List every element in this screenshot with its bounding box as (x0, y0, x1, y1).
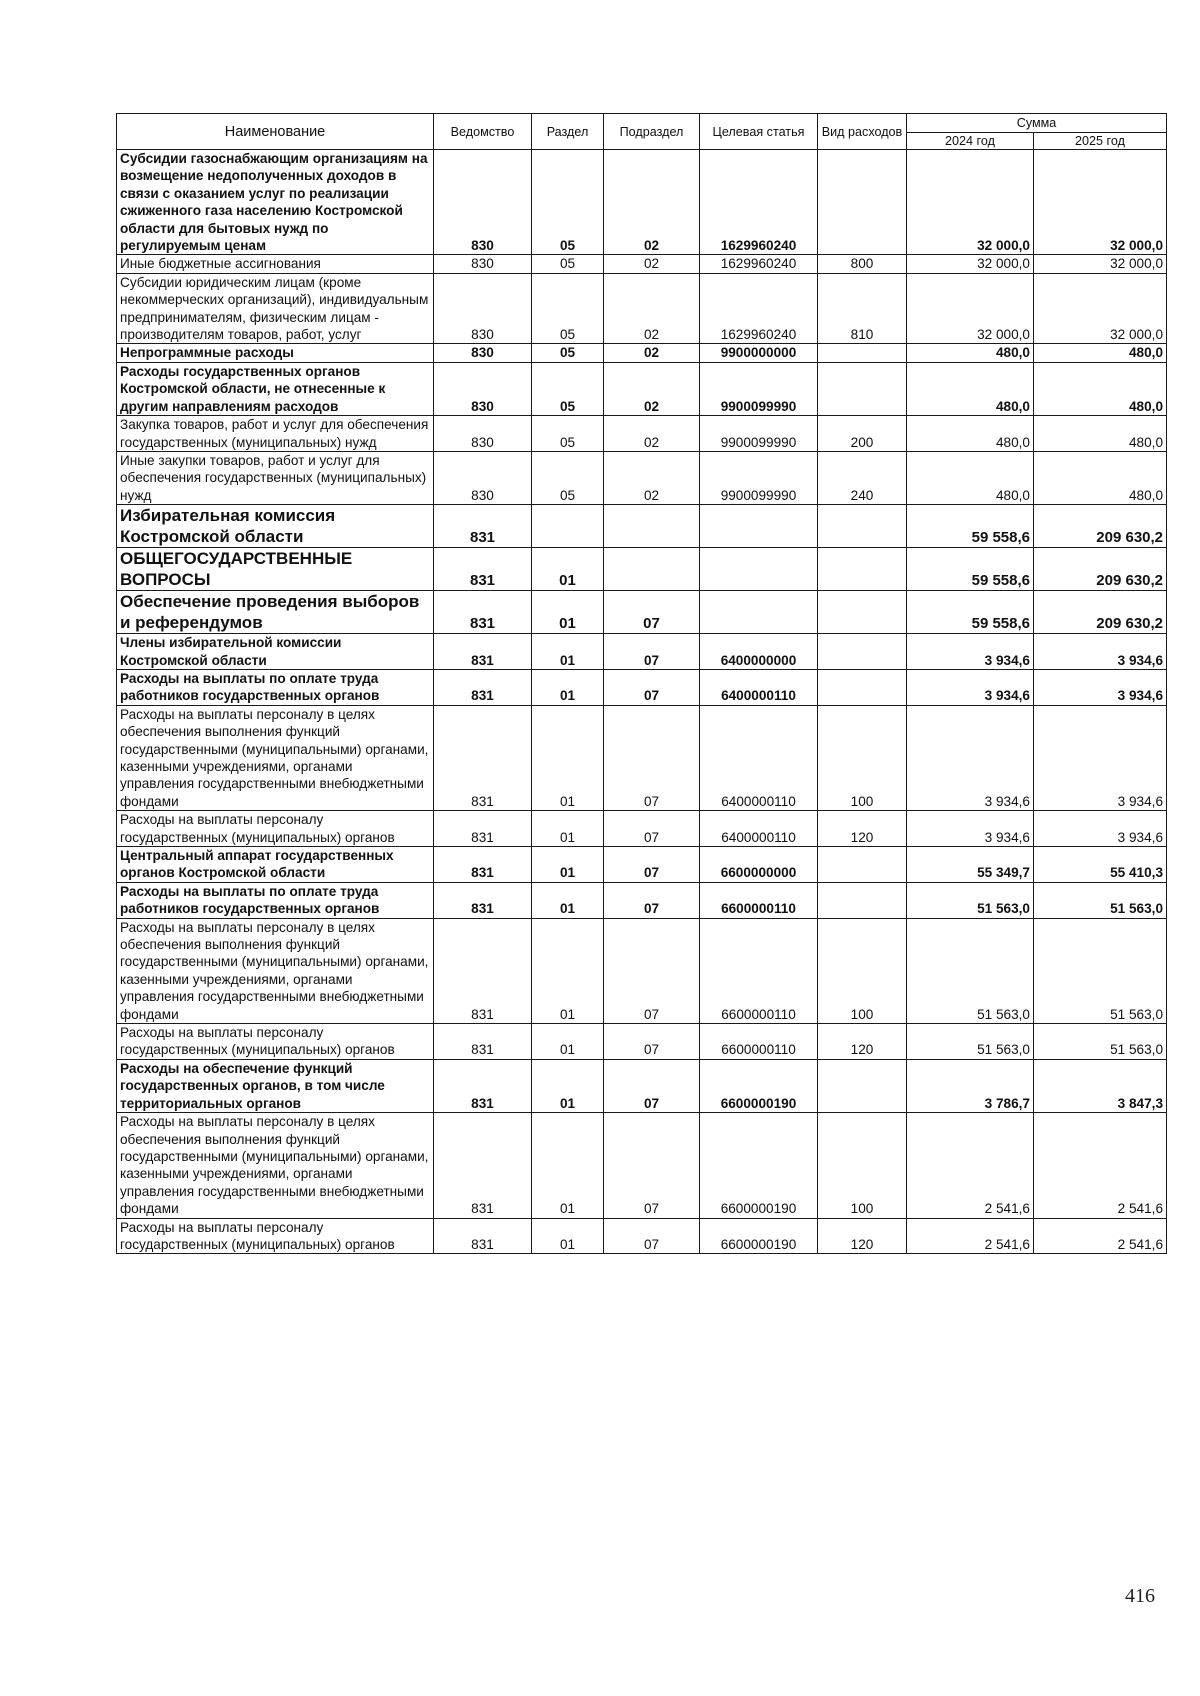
row-subsection: 07 (604, 1113, 700, 1218)
row-article (700, 505, 818, 548)
row-name: Иные бюджетные ассигнования (117, 255, 434, 273)
row-type (818, 591, 907, 634)
row-type: 120 (818, 1218, 907, 1254)
row-section: 01 (532, 705, 604, 810)
row-dept: 831 (434, 548, 532, 591)
row-name: Субсидии газоснабжающим организациям на возмещение недополученных доходов в связи с оказанием услуг по реализации сжиженного газа населению Костромской области для бытовых нужд по регулируемым ценам (117, 150, 434, 255)
table-row (117, 705, 1167, 810)
row-subsection: 07 (604, 1024, 700, 1060)
row-article: 6400000110 (700, 705, 818, 810)
row-amount-2024: 59 558,6 (907, 505, 1034, 548)
table-row (117, 847, 1167, 883)
row-section: 05 (532, 255, 604, 273)
row-amount-2024: 480,0 (907, 362, 1034, 415)
row-dept: 831 (434, 634, 532, 670)
table-body (117, 150, 1167, 1254)
row-subsection: 07 (604, 882, 700, 918)
row-amount-2024: 2 541,6 (907, 1113, 1034, 1218)
row-type (818, 150, 907, 255)
row-amount-2024: 51 563,0 (907, 882, 1034, 918)
header-year-2024: 2024 год (907, 133, 1034, 150)
row-type: 100 (818, 705, 907, 810)
row-section: 01 (532, 634, 604, 670)
row-section: 01 (532, 1113, 604, 1218)
row-article: 9900099990 (700, 416, 818, 452)
row-dept: 831 (434, 1059, 532, 1112)
row-subsection (604, 505, 700, 548)
row-name: Расходы на обеспечение функций государственных органов, в том числе территориальных органов (117, 1059, 434, 1112)
table-row (117, 416, 1167, 452)
row-dept: 831 (434, 1024, 532, 1060)
row-section: 05 (532, 362, 604, 415)
row-name: Расходы на выплаты персоналу в целях обеспечения выполнения функций государственными (муниципальными) органами, казенными учреждениями, органами управления государственными внебюджетными фондами (117, 1113, 434, 1218)
row-dept: 831 (434, 847, 532, 883)
row-type: 100 (818, 1113, 907, 1218)
table-row (117, 362, 1167, 415)
row-article: 6600000000 (700, 847, 818, 883)
row-amount-2024: 480,0 (907, 451, 1034, 504)
row-subsection (604, 548, 700, 591)
row-section: 01 (532, 882, 604, 918)
row-type (818, 634, 907, 670)
row-type: 120 (818, 1024, 907, 1060)
row-article: 9900000000 (700, 344, 818, 362)
row-subsection: 02 (604, 416, 700, 452)
row-article: 6600000190 (700, 1218, 818, 1254)
row-section: 01 (532, 1059, 604, 1112)
row-name: Иные закупки товаров, работ и услуг для обеспечения государственных (муниципальных) нужд (117, 451, 434, 504)
row-section: 05 (532, 344, 604, 362)
row-article: 6600000190 (700, 1113, 818, 1218)
table-row (117, 505, 1167, 548)
row-dept: 831 (434, 811, 532, 847)
header-year-2025: 2025 год (1034, 133, 1167, 150)
row-amount-2025: 55 410,3 (1034, 847, 1167, 883)
row-dept: 830 (434, 150, 532, 255)
row-name: Расходы на выплаты по оплате труда работников государственных органов (117, 882, 434, 918)
row-type (818, 669, 907, 705)
row-type (818, 362, 907, 415)
row-subsection: 07 (604, 705, 700, 810)
header-section: Раздел (532, 114, 604, 150)
row-name: Избирательная комиссия Костромской области (117, 505, 434, 548)
row-section: 01 (532, 1024, 604, 1060)
table-row (117, 344, 1167, 362)
table-row (117, 273, 1167, 344)
row-amount-2024: 55 349,7 (907, 847, 1034, 883)
row-name: Расходы на выплаты по оплате труда работников государственных органов (117, 669, 434, 705)
row-type: 100 (818, 918, 907, 1023)
header-article: Целевая статья (700, 114, 818, 150)
row-amount-2025: 2 541,6 (1034, 1218, 1167, 1254)
row-subsection: 07 (604, 847, 700, 883)
row-type (818, 1059, 907, 1112)
row-dept: 831 (434, 505, 532, 548)
row-dept: 831 (434, 918, 532, 1023)
row-amount-2025: 2 541,6 (1034, 1113, 1167, 1218)
row-amount-2024: 3 786,7 (907, 1059, 1034, 1112)
row-subsection: 07 (604, 811, 700, 847)
row-article: 6400000000 (700, 634, 818, 670)
row-name: Члены избирательной комиссии Костромской области (117, 634, 434, 670)
row-amount-2024: 51 563,0 (907, 918, 1034, 1023)
row-amount-2024: 32 000,0 (907, 273, 1034, 344)
header-name: Наименование (117, 114, 434, 150)
row-subsection: 07 (604, 1218, 700, 1254)
row-subsection: 07 (604, 591, 700, 634)
row-subsection: 07 (604, 1059, 700, 1112)
row-subsection: 02 (604, 451, 700, 504)
row-section: 01 (532, 847, 604, 883)
row-article: 9900099990 (700, 362, 818, 415)
row-section: 05 (532, 273, 604, 344)
row-dept: 831 (434, 882, 532, 918)
row-amount-2025: 51 563,0 (1034, 1024, 1167, 1060)
row-type: 200 (818, 416, 907, 452)
table-row (117, 669, 1167, 705)
row-name: ОБЩЕГОСУДАРСТВЕННЫЕ ВОПРОСЫ (117, 548, 434, 591)
row-name: Расходы государственных органов Костромской области, не отнесенные к другим направлениям расходов (117, 362, 434, 415)
header-type: Вид расходов (818, 114, 907, 150)
row-type: 800 (818, 255, 907, 273)
row-amount-2025: 3 934,6 (1034, 811, 1167, 847)
row-article: 1629960240 (700, 255, 818, 273)
row-amount-2025: 480,0 (1034, 416, 1167, 452)
row-dept: 831 (434, 1218, 532, 1254)
row-subsection: 07 (604, 669, 700, 705)
row-section (532, 505, 604, 548)
row-subsection: 02 (604, 362, 700, 415)
row-amount-2024: 59 558,6 (907, 591, 1034, 634)
row-article: 9900099990 (700, 451, 818, 504)
row-name: Закупка товаров, работ и услуг для обеспечения государственных (муниципальных) нужд (117, 416, 434, 452)
row-type: 810 (818, 273, 907, 344)
row-name: Расходы на выплаты персоналу в целях обеспечения выполнения функций государственными (муниципальными) органами, казенными учреждениями, органами управления государственными внебюджетными фондами (117, 918, 434, 1023)
row-amount-2024: 32 000,0 (907, 150, 1034, 255)
row-dept: 830 (434, 451, 532, 504)
row-section: 01 (532, 918, 604, 1023)
row-amount-2025: 209 630,2 (1034, 505, 1167, 548)
row-section: 01 (532, 591, 604, 634)
table-header (117, 114, 1167, 150)
row-amount-2024: 480,0 (907, 344, 1034, 362)
row-type: 240 (818, 451, 907, 504)
row-amount-2025: 3 847,3 (1034, 1059, 1167, 1112)
row-amount-2025: 480,0 (1034, 362, 1167, 415)
table-row (117, 882, 1167, 918)
row-dept: 831 (434, 669, 532, 705)
row-amount-2025: 32 000,0 (1034, 255, 1167, 273)
row-dept: 830 (434, 416, 532, 452)
row-amount-2024: 32 000,0 (907, 255, 1034, 273)
row-amount-2025: 32 000,0 (1034, 150, 1167, 255)
row-amount-2024: 3 934,6 (907, 634, 1034, 670)
row-dept: 830 (434, 344, 532, 362)
row-section: 01 (532, 669, 604, 705)
header-sum: Сумма (907, 114, 1167, 133)
row-section: 01 (532, 548, 604, 591)
row-name: Центральный аппарат государственных органов Костромской области (117, 847, 434, 883)
row-type (818, 505, 907, 548)
table-row (117, 591, 1167, 634)
row-article: 1629960240 (700, 273, 818, 344)
row-amount-2025: 480,0 (1034, 344, 1167, 362)
row-type (818, 548, 907, 591)
row-name: Непрограммные расходы (117, 344, 434, 362)
row-amount-2025: 51 563,0 (1034, 882, 1167, 918)
row-name: Субсидии юридическим лицам (кроме некоммерческих организаций), индивидуальным предпринимателям, физическим лицам - производителям товаров, работ, услуг (117, 273, 434, 344)
table-row (117, 1059, 1167, 1112)
row-article: 6600000110 (700, 1024, 818, 1060)
row-type (818, 882, 907, 918)
table-row (117, 634, 1167, 670)
table-row (117, 918, 1167, 1023)
row-dept: 830 (434, 362, 532, 415)
row-amount-2025: 51 563,0 (1034, 918, 1167, 1023)
row-name: Расходы на выплаты персоналу государственных (муниципальных) органов (117, 811, 434, 847)
row-article: 6400000110 (700, 669, 818, 705)
row-article: 1629960240 (700, 150, 818, 255)
budget-table (116, 113, 1167, 1254)
row-name: Расходы на выплаты персоналу государственных (муниципальных) органов (117, 1024, 434, 1060)
row-section: 05 (532, 451, 604, 504)
table-row (117, 150, 1167, 255)
header-dept: Ведомство (434, 114, 532, 150)
row-amount-2025: 3 934,6 (1034, 705, 1167, 810)
row-type (818, 847, 907, 883)
row-name: Обеспечение проведения выборов и референдумов (117, 591, 434, 634)
row-amount-2025: 209 630,2 (1034, 548, 1167, 591)
row-article: 6600000110 (700, 882, 818, 918)
row-type: 120 (818, 811, 907, 847)
page-number: 416 (1125, 1585, 1155, 1607)
table-row (117, 255, 1167, 273)
table-row (117, 1024, 1167, 1060)
row-name: Расходы на выплаты персоналу в целях обеспечения выполнения функций государственными (муниципальными) органами, казенными учреждениями, органами управления государственными внебюджетными фондами (117, 705, 434, 810)
row-article (700, 548, 818, 591)
row-amount-2024: 51 563,0 (907, 1024, 1034, 1060)
row-section: 01 (532, 811, 604, 847)
table-row (117, 451, 1167, 504)
header-subsection: Подраздел (604, 114, 700, 150)
row-amount-2024: 480,0 (907, 416, 1034, 452)
row-amount-2025: 32 000,0 (1034, 273, 1167, 344)
row-name: Расходы на выплаты персоналу государственных (муниципальных) органов (117, 1218, 434, 1254)
row-amount-2025: 3 934,6 (1034, 669, 1167, 705)
row-dept: 831 (434, 705, 532, 810)
row-dept: 831 (434, 1113, 532, 1218)
row-article: 6600000190 (700, 1059, 818, 1112)
row-subsection: 07 (604, 918, 700, 1023)
table-row (117, 548, 1167, 591)
row-dept: 830 (434, 273, 532, 344)
row-amount-2024: 59 558,6 (907, 548, 1034, 591)
table-row (117, 811, 1167, 847)
table-row (117, 1113, 1167, 1218)
row-article: 6600000110 (700, 918, 818, 1023)
row-amount-2024: 3 934,6 (907, 705, 1034, 810)
row-amount-2024: 3 934,6 (907, 811, 1034, 847)
row-amount-2024: 2 541,6 (907, 1218, 1034, 1254)
row-type (818, 344, 907, 362)
row-subsection: 02 (604, 344, 700, 362)
row-subsection: 02 (604, 273, 700, 344)
row-section: 01 (532, 1218, 604, 1254)
row-article (700, 591, 818, 634)
row-amount-2025: 3 934,6 (1034, 634, 1167, 670)
row-amount-2025: 209 630,2 (1034, 591, 1167, 634)
row-amount-2024: 3 934,6 (907, 669, 1034, 705)
row-article: 6400000110 (700, 811, 818, 847)
row-subsection: 02 (604, 255, 700, 273)
row-subsection: 02 (604, 150, 700, 255)
table-row (117, 1218, 1167, 1254)
row-dept: 831 (434, 591, 532, 634)
row-section: 05 (532, 150, 604, 255)
row-section: 05 (532, 416, 604, 452)
row-dept: 830 (434, 255, 532, 273)
row-subsection: 07 (604, 634, 700, 670)
row-amount-2025: 480,0 (1034, 451, 1167, 504)
